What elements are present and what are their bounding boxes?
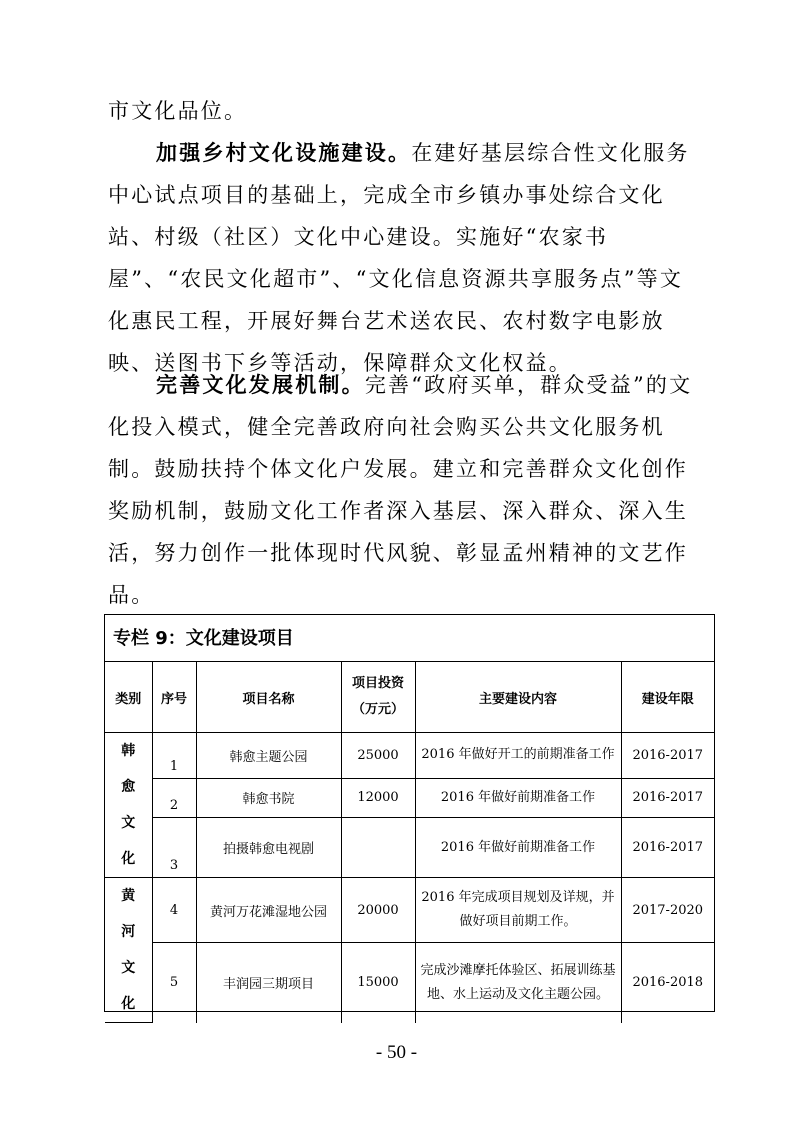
table-row <box>105 778 714 818</box>
row-content: 2016 年做好前期准备工作 <box>415 818 621 878</box>
row-period: 2016-2017 <box>621 818 714 878</box>
row-investment: 25000 <box>341 733 415 779</box>
header-name: 项目名称 <box>196 662 341 733</box>
category-yellow-river: 黄 河 文 化 <box>105 878 152 1023</box>
row-content: 2016 年完成项目规划及详规，并做好项目前期工作。 <box>415 878 621 943</box>
table-row <box>105 818 714 878</box>
paragraph-text: 完善“政府买单，群众受益”的文化投入模式，健全完善政府向社会购买公共文化服务机制。鼓励扶持个体文化户发展。建立和完善群众文化创作奖励机制，鼓励文化工作者深入基层、深入群众、深入生活，努力创作一批体现时代风貌、彰显孟州精神的文艺作品。 <box>108 373 693 607</box>
row-name: 黄河万花滩湿地公园 <box>196 878 341 943</box>
row-investment: 20000 <box>341 878 415 943</box>
table-row <box>105 733 714 779</box>
row-seq: 4 <box>152 878 196 943</box>
project-table <box>105 662 714 1023</box>
paragraph-development-mechanism <box>108 364 694 616</box>
row-name: 韩愈主题公园 <box>196 733 341 779</box>
box-title: 专栏 9：文化建设项目 <box>105 615 714 662</box>
header-content: 主要建设内容 <box>415 662 621 733</box>
row-period: 2016-2017 <box>621 733 714 779</box>
row-content: 2016 年做好前期准备工作 <box>415 778 621 818</box>
header-investment-line1: 项目投资 <box>351 676 404 691</box>
header-investment <box>341 662 415 733</box>
header-period: 建设年限 <box>621 662 714 733</box>
paragraph-rural-facilities <box>108 132 694 384</box>
row-name: 韩愈书院 <box>196 778 341 818</box>
row-investment <box>341 818 415 878</box>
table-row <box>105 943 714 1023</box>
row-content: 完成沙滩摩托体验区、拓展训练基地、水上运动及文化主题公园。 <box>415 943 621 1023</box>
row-period: 2017-2020 <box>621 878 714 943</box>
header-seq: 序号 <box>152 662 196 733</box>
column-box <box>104 614 715 1012</box>
row-name: 丰润园三期项目 <box>196 943 341 1023</box>
paragraph-heading: 加强乡村文化设施建设。 <box>156 141 412 165</box>
paragraph-text: 在建好基层综合性文化服务中心试点项目的基础上，完成全市乡镇办事处综合文化站、村级（社区）文化中心建设。实施好“农家书屋”、“农民文化超市”、“文化信息资源共享服务点”等文化惠民工程，开展好舞台艺术送农民、农村数字电影放映、送图书下乡等活动，保障群众文化权益。 <box>108 141 690 375</box>
table-header-row <box>105 662 714 733</box>
header-category: 类别 <box>105 662 152 733</box>
row-seq: 2 <box>152 778 196 818</box>
header-investment-line2: （万元） <box>351 702 404 717</box>
row-investment: 15000 <box>341 943 415 1023</box>
paragraph-text: 市文化品位。 <box>108 99 248 123</box>
row-seq: 5 <box>152 943 196 1023</box>
paragraph-continuation <box>108 90 694 132</box>
row-period: 2016-2017 <box>621 778 714 818</box>
row-period: 2016-2018 <box>621 943 714 1023</box>
paragraph-heading: 完善文化发展机制。 <box>156 373 365 397</box>
category-hanyu: 韩 愈 文 化 <box>105 733 152 878</box>
row-seq: 1 <box>152 733 196 779</box>
page-number: - 50 - <box>375 1042 418 1063</box>
row-seq: 3 <box>152 818 196 878</box>
row-name: 拍摄韩愈电视剧 <box>196 818 341 878</box>
row-investment: 12000 <box>341 778 415 818</box>
table-row <box>105 878 714 943</box>
row-content: 2016 年做好开工的前期准备工作 <box>415 733 621 779</box>
